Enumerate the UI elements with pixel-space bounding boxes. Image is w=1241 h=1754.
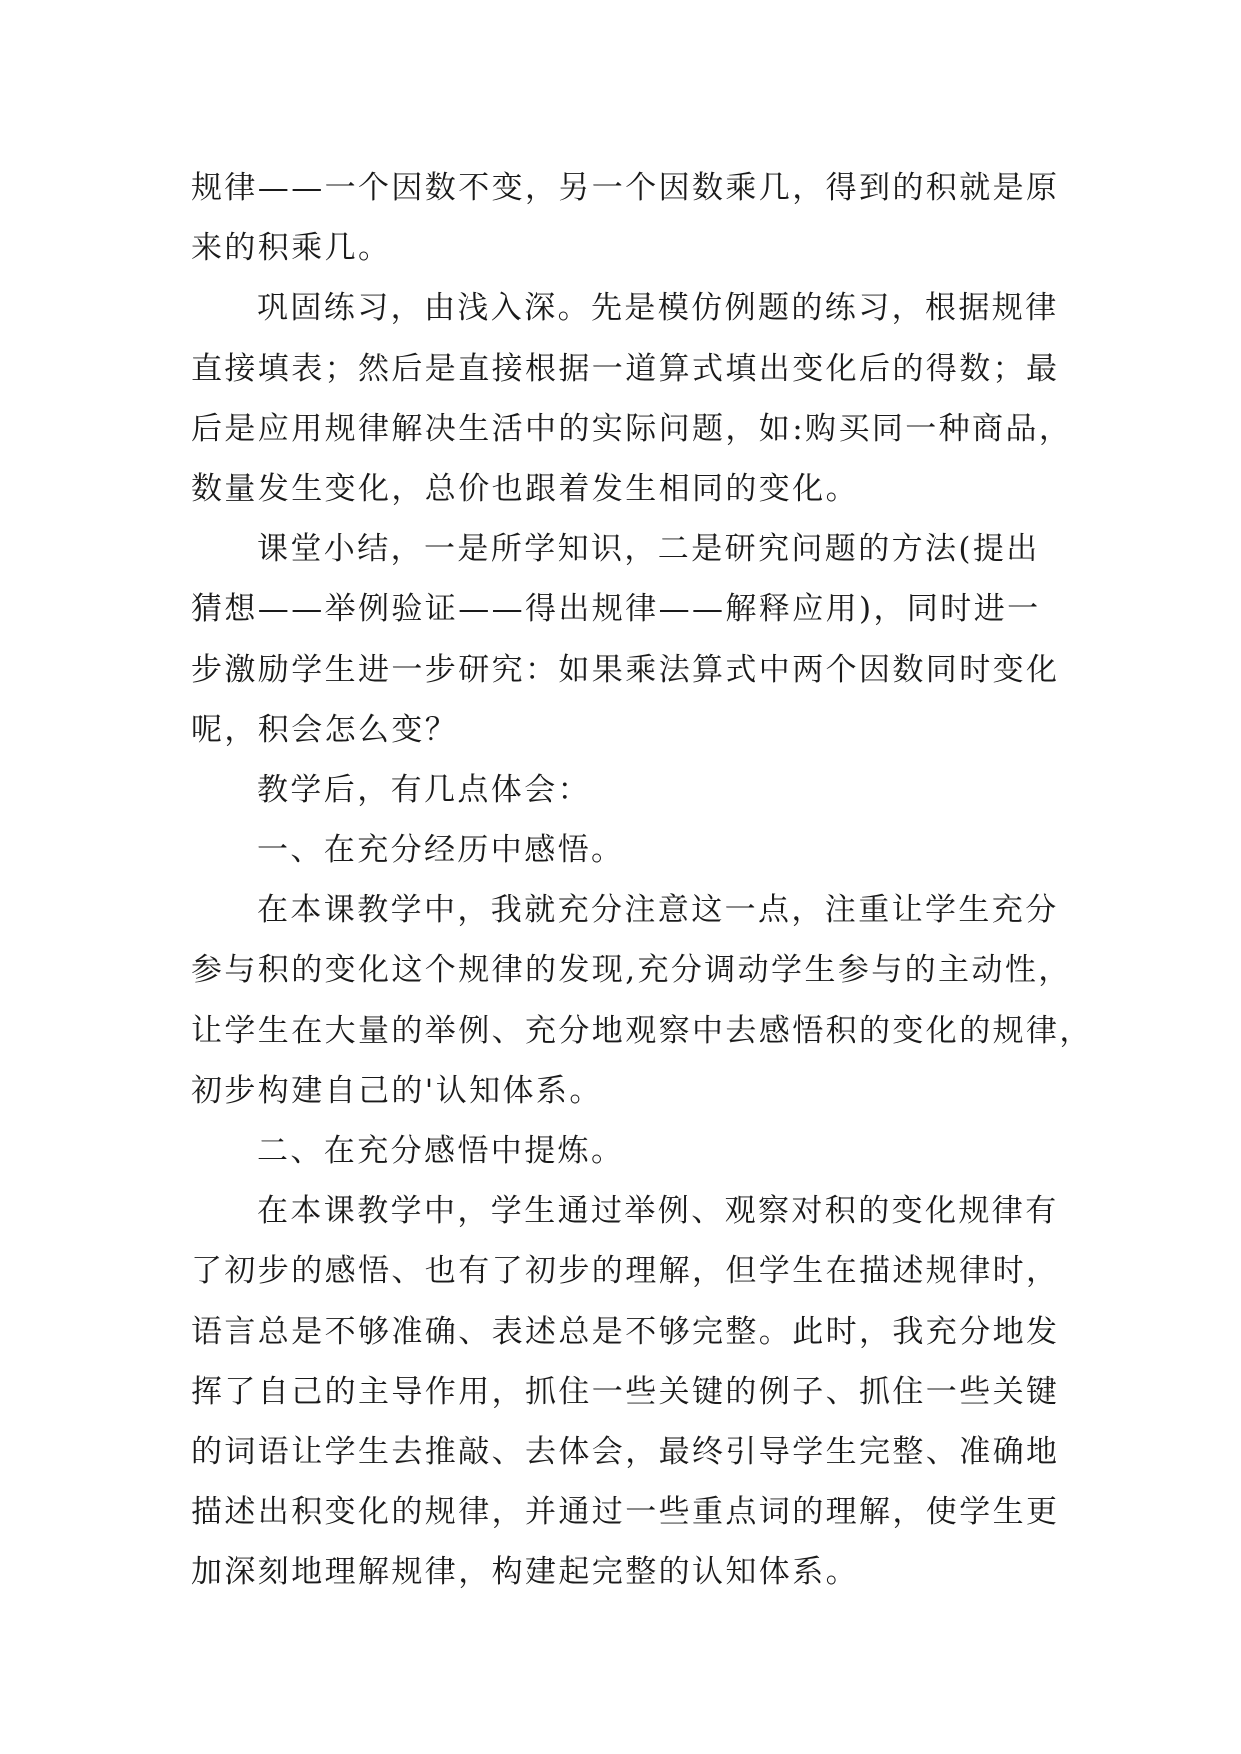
text-line: 来的积乘几。 [191,230,392,267]
paragraph-start-line: 在本课教学中，学生通过举例、观察对积的变化规律有 [257,1193,1059,1230]
text-line: 描述出积变化的规律，并通过一些重点词的理解，使学生更 [191,1494,1060,1531]
text-line: 语言总是不够准确、表述总是不够完整。此时，我充分地发 [191,1313,1060,1350]
text-line: 初步构建自己的'认知体系。 [191,1072,603,1109]
paragraph-start-line: 教学后，有几点体会： [257,771,591,808]
text-line: 规律——一个因数不变，另一个因数乘几，得到的积就是原 [191,170,1060,206]
text-line: 步激励学生进一步研究：如果乘法算式中两个因数同时变化 [191,651,1060,688]
text-line: 参与积的变化这个规律的发现,充分调动学生参与的主动性， [191,952,1072,989]
paragraph-start-line: 在本课教学中，我就充分注意这一点，注重让学生充分 [257,892,1059,929]
text-line: 的词语让学生去推敲、去体会，最终引导学生完整、准确地 [191,1433,1060,1470]
paragraph-start-line: 巩固练习，由浅入深。先是模仿例题的练习，根据规律 [257,290,1059,327]
text-line: 数量发生变化，总价也跟着发生相同的变化。 [191,470,859,507]
text-line: 了初步的感悟、也有了初步的理解，但学生在描述规律时， [191,1253,1060,1290]
paragraph-start-line: 课堂小结，一是所学知识，二是研究问题的方法(提出 [257,531,1040,568]
section-heading: 二、在充分感悟中提炼。 [257,1133,625,1169]
section-heading: 一、在充分经历中感悟。 [257,832,625,869]
text-line: 猜想——举例验证——得出规律——解释应用)，同时进一 [191,591,1041,628]
text-line: 后是应用规律解决生活中的实际问题，如:购买同一种商品， [191,410,1073,447]
text-line: 挥了自己的主导作用，抓住一些关键的例子、抓住一些关键 [191,1373,1060,1410]
text-line: 让学生在大量的举例、充分地观察中去感悟积的变化的规律， [191,1012,1093,1049]
document-body [191,158,1093,1603]
text-line: 呢，积会怎么变？ [191,711,459,748]
text-line: 加深刻地理解规律，构建起完整的认知体系。 [191,1554,859,1591]
text-line: 直接填表；然后是直接根据一道算式填出变化后的得数；最 [191,350,1060,387]
